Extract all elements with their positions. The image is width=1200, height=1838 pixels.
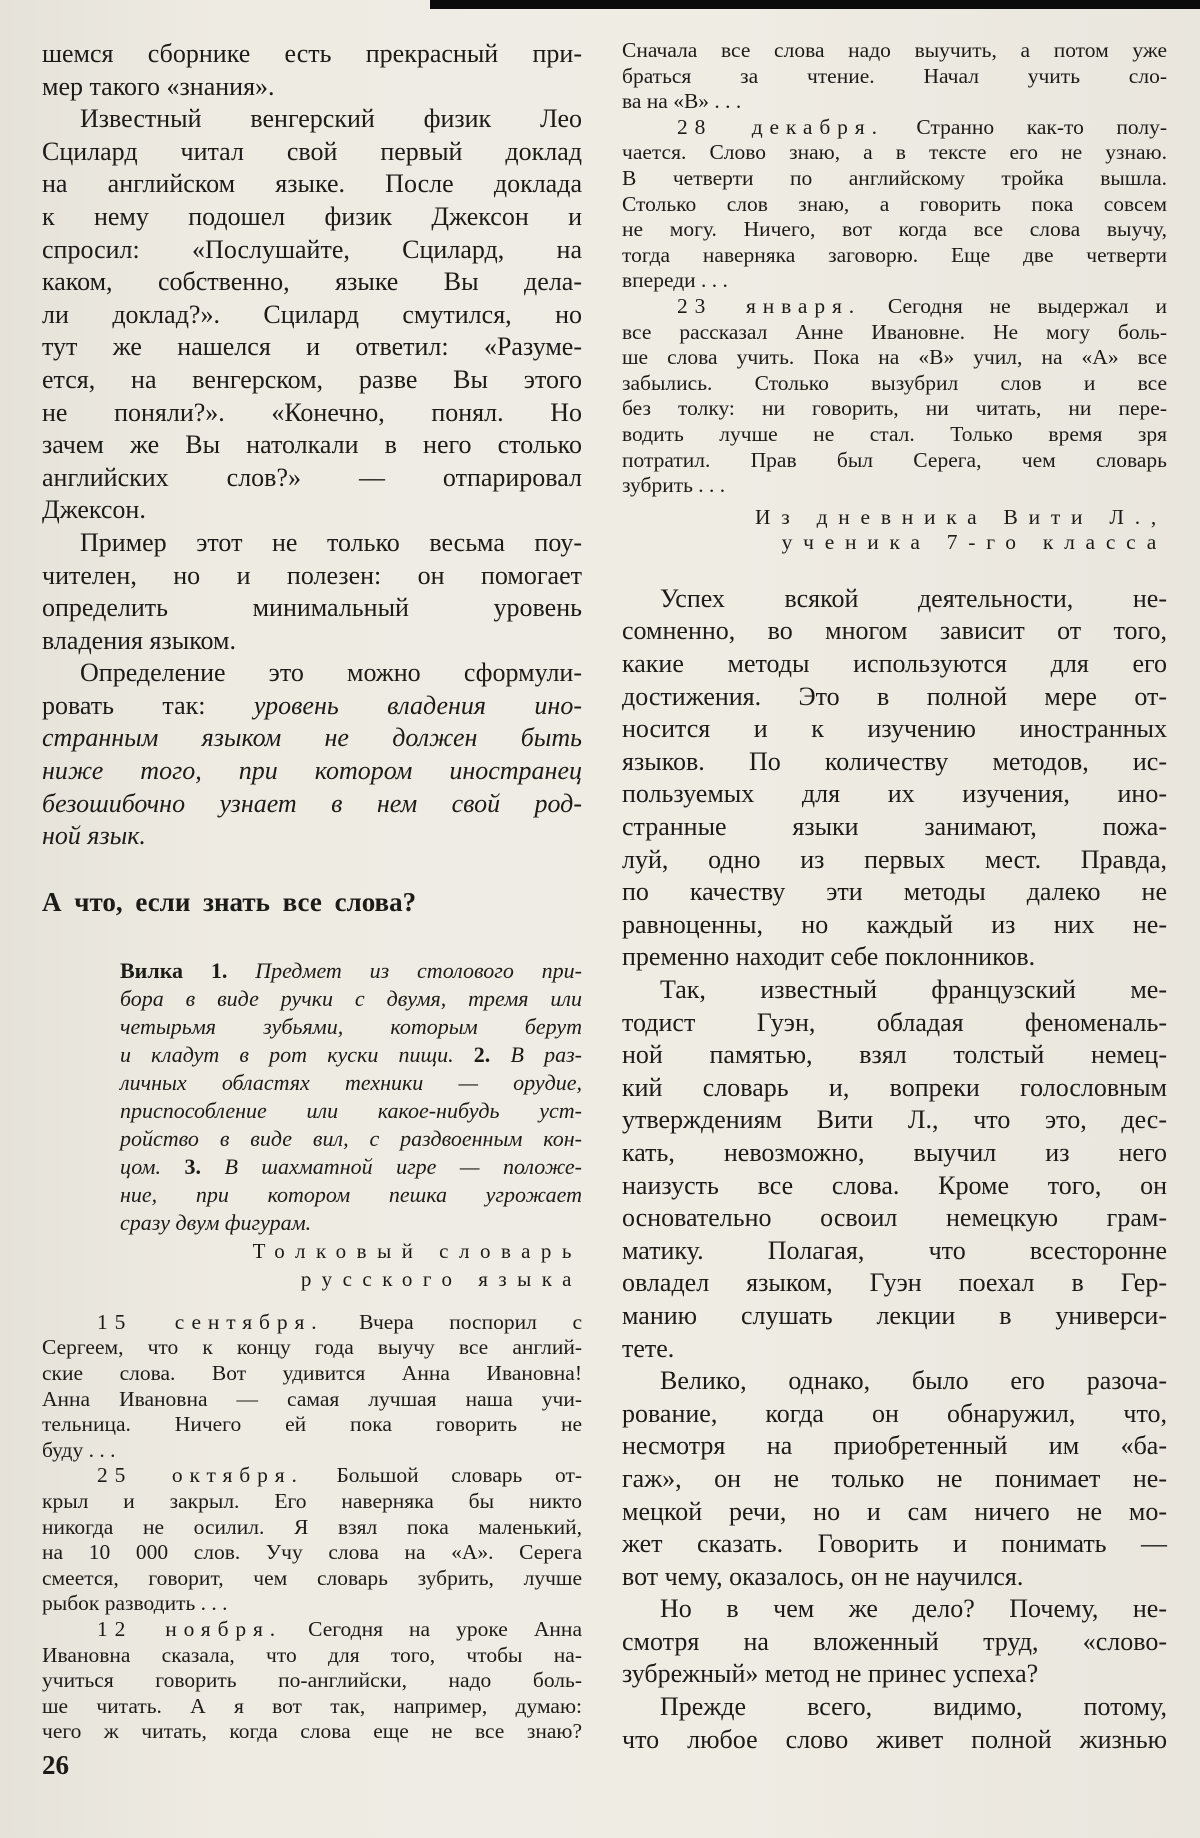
text-line	[622, 909, 1167, 942]
text-segment: не могу. Ничего, вот когда все слова выучу,	[622, 217, 1167, 242]
text-segment: ва на «В» . . .	[622, 89, 742, 114]
text-segment: наизусть все слова. Кроме того, он	[622, 1170, 1167, 1200]
text-line	[622, 1104, 1167, 1137]
text-line	[42, 1515, 582, 1541]
scan-edge-artifact	[430, 0, 1200, 9]
text-line	[42, 657, 582, 690]
text-line	[42, 1489, 582, 1515]
text-line	[622, 615, 1167, 648]
text-segment: бора в виде ручки с двумя, тремя или	[120, 985, 582, 1011]
text-line	[622, 294, 1167, 320]
text-segment: носится и к изучению иностранных	[622, 714, 1167, 744]
text-segment: ние, при котором пешка угрожает	[120, 1181, 582, 1207]
text-segment: кий словарь и, вопреки голословным	[622, 1072, 1167, 1102]
text-segment: 3.	[184, 1153, 225, 1179]
text-line	[622, 396, 1167, 422]
text-line	[42, 1719, 582, 1745]
text-segment: тут же нашелся и ответил: «Разуме-	[42, 332, 582, 362]
text-line	[42, 136, 582, 169]
text-segment: Вчера поспорил с	[323, 1309, 582, 1334]
text-segment: мер такого «знания».	[42, 71, 275, 101]
text-segment: пользуемых для их изучения, ино-	[622, 779, 1167, 809]
text-line	[622, 1039, 1167, 1072]
text-line	[622, 1267, 1167, 1300]
text-line	[622, 811, 1167, 844]
text-segment: рыбок разводить . . .	[42, 1591, 228, 1616]
text-segment: Сцилард читал свой первый доклад	[42, 136, 582, 166]
text-line	[42, 266, 582, 299]
text-segment: без толку: ни говорить, ни читать, ни пере-	[622, 396, 1167, 421]
text-segment: тельница. Ничего ей пока говорить не	[42, 1412, 582, 1437]
text-segment: забылись. Столько вызубрил слов и все	[622, 370, 1167, 395]
text-segment: Сергеем, что к концу года выучу все англий-	[42, 1335, 582, 1360]
text-segment: русского языка	[300, 1266, 582, 1291]
text-line	[120, 1097, 582, 1125]
text-line	[42, 168, 582, 201]
text-segment: Велико, однако, было его разоча-	[660, 1366, 1167, 1396]
text-line	[622, 64, 1167, 90]
text-segment: буду . . .	[42, 1437, 116, 1462]
text-line	[120, 1209, 582, 1237]
text-segment: ной памятью, взял толстый немец-	[622, 1040, 1167, 1070]
paragraph	[622, 1691, 1167, 1756]
text-segment: Странно как-то полу-	[883, 114, 1168, 139]
text-line	[42, 103, 582, 136]
text-line	[622, 345, 1167, 371]
text-segment: что любое слово живет полной жизнью	[622, 1724, 1167, 1754]
text-line	[42, 690, 582, 723]
text-segment: ше слова учить. Пока на «В» учил, на «А» все	[622, 345, 1167, 370]
text-line	[42, 722, 582, 755]
text-line	[622, 1430, 1167, 1463]
text-line	[42, 1617, 582, 1643]
text-line	[42, 592, 582, 625]
text-line	[622, 1691, 1167, 1724]
left-column	[42, 38, 582, 1745]
text-line	[42, 1438, 582, 1464]
text-segment: ется, на венгерском, разве Вы этого	[42, 364, 582, 394]
text-line	[622, 192, 1167, 218]
text-segment: определить минимальный уровень	[42, 593, 582, 623]
text-segment: водить лучше не стал. Только время зря	[622, 421, 1167, 446]
text-line	[42, 1591, 582, 1617]
text-segment: никогда не осилил. Я взял пока маленький,	[42, 1514, 582, 1539]
text-line	[42, 1387, 582, 1413]
text-segment: ше читать. А я вот так, например, думаю:	[42, 1693, 582, 1718]
text-line	[120, 1013, 582, 1041]
text-line	[622, 1561, 1167, 1594]
right-column	[622, 38, 1167, 1756]
text-segment: Столько слов знаю, а говорить пока совсем	[622, 191, 1167, 216]
text-segment: безошибочно узнает в нем свой род-	[42, 788, 582, 818]
text-line	[120, 985, 582, 1013]
text-segment: цом.	[120, 1153, 185, 1179]
text-line	[42, 364, 582, 397]
text-line	[622, 530, 1167, 556]
text-segment: 28 декабря.	[677, 114, 884, 139]
text-line	[622, 166, 1167, 192]
text-segment: луй, одно из первых мест. Правда,	[622, 844, 1167, 874]
section-heading	[42, 885, 582, 919]
text-segment: Но в чем же дело? Почему, не-	[660, 1594, 1167, 1624]
text-segment: ройство в виде вил, с раздвоенным кон-	[120, 1125, 582, 1151]
text-segment: рование, когда он обнаружил, что,	[622, 1398, 1167, 1428]
text-segment: Пример этот не только весьма поу-	[80, 527, 582, 557]
text-segment: кать, невозможно, выучил из него	[622, 1137, 1167, 1167]
paragraph	[42, 527, 582, 657]
text-line	[42, 397, 582, 430]
text-segment: основательно освоил немецкую грам-	[622, 1203, 1167, 1233]
text-segment: Джексон.	[42, 495, 146, 525]
text-line	[622, 1137, 1167, 1170]
text-line	[42, 201, 582, 234]
diary-entry	[42, 1617, 582, 1745]
text-line	[622, 1333, 1167, 1366]
text-segment: чего ж читать, когда слова еще не все знаю?	[42, 1719, 582, 1744]
text-line	[42, 1335, 582, 1361]
paragraph	[42, 657, 582, 853]
text-line	[622, 1072, 1167, 1105]
text-line	[42, 1412, 582, 1438]
text-segment: спросил: «Послушайте, Сцилард, на	[42, 234, 582, 264]
text-segment: Из дневника Вити Л.,	[754, 504, 1167, 529]
text-line	[622, 713, 1167, 746]
text-segment: зубрить . . .	[622, 473, 726, 498]
text-segment: крыл и закрыл. Его наверняка бы никто	[42, 1489, 582, 1513]
paragraph	[42, 103, 582, 527]
text-segment: шемся сборнике есть прекрасный при-	[42, 39, 582, 68]
text-line	[622, 217, 1167, 243]
text-segment: тете.	[622, 1333, 675, 1363]
text-segment: по качеству эти методы далеко не	[622, 877, 1167, 907]
text-segment: уровень владения ино-	[253, 690, 582, 720]
text-segment: тогда наверняка заговорю. Еще две четверти	[622, 242, 1167, 267]
text-line	[42, 331, 582, 364]
text-segment: ученика 7-го класса	[781, 530, 1167, 555]
text-line	[622, 473, 1167, 499]
text-segment: все рассказал Анне Ивановне. Не могу боль-	[622, 319, 1167, 344]
text-segment: ские слова. Вот удивится Анна Ивановна!	[42, 1361, 582, 1386]
diary-entry	[42, 1310, 582, 1464]
text-line	[622, 1202, 1167, 1235]
text-line	[622, 1528, 1167, 1561]
paragraph	[622, 1593, 1167, 1691]
text-segment: английских слов?» — отпарировал	[42, 462, 582, 492]
text-line	[622, 778, 1167, 811]
paragraph	[42, 38, 582, 103]
text-segment: Большой словарь от-	[303, 1463, 583, 1488]
paragraph	[622, 1365, 1167, 1593]
text-segment: зачем же Вы натолкали в него столько	[42, 430, 582, 460]
text-line	[622, 1593, 1167, 1626]
text-segment: Известный венгерский физик Лео	[80, 104, 582, 134]
text-segment: В шахматной игре — положе-	[224, 1153, 583, 1179]
text-segment: ниже того, при котором иностранец	[42, 756, 582, 786]
text-segment: и кладут в рот куски пищи.	[120, 1041, 474, 1067]
text-segment: на английском языке. После доклада	[42, 169, 582, 199]
text-line	[120, 1069, 582, 1097]
text-segment: Сегодня не выдержал и	[860, 293, 1168, 318]
text-segment: манию слушать лекции в универси-	[622, 1300, 1167, 1330]
text-line	[622, 1235, 1167, 1268]
text-line	[622, 681, 1167, 714]
text-line	[622, 844, 1167, 877]
text-line	[622, 1170, 1167, 1203]
text-line	[622, 648, 1167, 681]
text-segment: 15 сентября.	[97, 1309, 324, 1334]
text-segment: сразу двум фигурам.	[120, 1209, 312, 1235]
text-line	[42, 494, 582, 527]
text-segment: Успех всякой деятельности, не-	[660, 583, 1167, 613]
text-line	[42, 885, 582, 919]
text-segment: зубрежный» метод не принес успеха?	[622, 1659, 1039, 1689]
text-segment: достижения. Это в полной мере от-	[622, 681, 1167, 711]
text-line	[622, 268, 1167, 294]
text-segment: странным языком не должен быть	[42, 723, 582, 753]
text-segment: не поняли?». «Конечно, понял. Но	[42, 397, 582, 427]
text-line	[42, 1310, 582, 1336]
text-segment: личных областях техники — орудие,	[120, 1069, 582, 1095]
text-line	[42, 788, 582, 821]
text-line	[42, 1668, 582, 1694]
text-line	[42, 527, 582, 560]
dictionary-attribution	[42, 1237, 582, 1293]
text-segment: В раз-	[510, 1041, 583, 1067]
text-segment: чается. Слово знаю, а в тексте его не узнаю.	[622, 140, 1167, 165]
text-line	[42, 299, 582, 332]
text-line	[42, 38, 582, 71]
text-segment: пременно находит себе поклонников.	[622, 942, 1036, 972]
text-segment: вот чему, оказалось, он не научился.	[622, 1561, 1024, 1591]
dictionary-definition	[120, 957, 582, 1237]
text-segment: Сегодня на уроке Анна	[282, 1616, 582, 1641]
text-line	[42, 755, 582, 788]
text-segment: к нему подошел физик Джексон и	[42, 201, 582, 231]
text-line	[622, 140, 1167, 166]
text-line	[42, 1463, 582, 1489]
text-line	[622, 1724, 1167, 1757]
text-line	[622, 243, 1167, 269]
text-segment: какие методы используются для его	[622, 649, 1167, 679]
text-segment: ровать так:	[42, 690, 254, 720]
text-segment: Так, известный французский ме-	[660, 975, 1167, 1004]
text-segment: смотря на вложенный труд, «слово-	[622, 1626, 1167, 1656]
text-segment: 12 ноября.	[97, 1616, 283, 1641]
text-segment: приспособление или какое-нибудь уст-	[120, 1097, 582, 1123]
text-line	[622, 1365, 1167, 1398]
text-line	[42, 560, 582, 593]
text-segment: равноценны, но каждый из них не-	[622, 909, 1167, 939]
text-segment: на 10 000 слов. Учу слова на «А». Серега	[42, 1540, 582, 1565]
text-segment: потратил. Прав был Серега, чем словарь	[622, 447, 1167, 472]
text-segment: В четверти по английскому тройка вышла.	[622, 165, 1167, 190]
text-line	[120, 957, 582, 985]
diary-entry	[622, 115, 1167, 294]
text-line	[622, 371, 1167, 397]
text-line	[622, 448, 1167, 474]
text-line	[622, 115, 1167, 141]
text-line	[622, 1007, 1167, 1040]
text-segment: 25 октября.	[97, 1463, 304, 1488]
text-line	[42, 234, 582, 267]
text-line	[42, 625, 582, 658]
text-segment: чителен, но и полезен: он помогает	[42, 560, 582, 590]
text-segment: несмотря на приобретенный им «ба-	[622, 1431, 1167, 1461]
text-segment: четырьмя зубьями, которым берут	[120, 1013, 582, 1039]
text-segment: Прежде всего, видимо, потому,	[660, 1692, 1167, 1722]
text-line	[120, 1153, 582, 1181]
text-segment: каком, собственно, языке Вы дела-	[42, 267, 582, 297]
text-segment: впереди . . .	[622, 268, 728, 293]
text-segment: матику. Полагая, что всесторонне	[622, 1235, 1167, 1265]
diary-entry	[42, 1463, 582, 1617]
text-line	[42, 1694, 582, 1720]
text-segment: гаж», он не только не понимает не-	[622, 1463, 1167, 1493]
text-line	[42, 71, 582, 104]
text-line	[622, 320, 1167, 346]
text-line	[42, 1237, 582, 1265]
text-segment: Предмет из столового при-	[255, 957, 582, 983]
text-segment: 23 января.	[677, 293, 861, 318]
text-segment: тодист Гуэн, обладая феноменаль-	[622, 1007, 1167, 1037]
text-line	[622, 89, 1167, 115]
diary-entry	[622, 38, 1167, 115]
text-segment: 2.	[473, 1041, 511, 1067]
text-segment: Анна Ивановна — самая лучшая наша учи-	[42, 1386, 582, 1411]
text-segment: смеется, говорит, чем словарь зубрить, лучше	[42, 1565, 582, 1590]
text-segment: ной язык.	[42, 821, 146, 851]
diary-attribution	[622, 505, 1167, 556]
text-segment: сомненно, во многом зависит от того,	[622, 616, 1167, 646]
paragraph	[622, 583, 1167, 974]
text-segment: овладел языком, Гуэн поехал в Гер-	[622, 1268, 1167, 1298]
text-line	[622, 1463, 1167, 1496]
text-line	[622, 746, 1167, 779]
text-line	[622, 1300, 1167, 1333]
text-line	[120, 1041, 582, 1069]
text-line	[622, 38, 1167, 64]
text-line	[622, 941, 1167, 974]
text-line	[42, 1361, 582, 1387]
text-segment: жет сказать. Говорить и понимать —	[622, 1529, 1167, 1559]
text-line	[42, 462, 582, 495]
text-segment: ли доклад?». Сцилард смутился, но	[42, 299, 582, 329]
text-segment: Вилка 1.	[120, 957, 256, 983]
text-segment: Сначала все слова надо выучить, а потом уже	[622, 38, 1167, 62]
page-number: 26	[42, 1750, 69, 1780]
text-line	[42, 429, 582, 462]
text-segment: А что, если знать все слова?	[42, 886, 417, 917]
diary-entry	[622, 294, 1167, 499]
text-segment: Определение это можно сформули-	[80, 658, 582, 688]
text-line	[622, 1496, 1167, 1529]
text-line	[120, 1181, 582, 1209]
text-line	[42, 1643, 582, 1669]
text-line	[42, 820, 582, 853]
text-line	[42, 1265, 582, 1293]
text-segment: странные языки занимают, пожа-	[622, 812, 1167, 842]
text-segment: утверждениям Вити Л., что это, дес-	[622, 1105, 1167, 1135]
text-segment: мецкой речи, но и сам ничего не мо-	[622, 1496, 1167, 1526]
text-segment: учиться говорить по-английски, надо боль-	[42, 1668, 582, 1693]
text-line	[622, 1626, 1167, 1659]
text-line	[42, 1566, 582, 1592]
text-segment: Толковый словарь	[252, 1238, 582, 1263]
text-line	[622, 583, 1167, 616]
text-segment: браться за чтение. Начал учить сло-	[622, 63, 1167, 88]
text-line	[622, 1398, 1167, 1431]
text-line	[622, 505, 1167, 531]
text-line	[120, 1125, 582, 1153]
text-segment: владения языком.	[42, 625, 236, 655]
text-segment: Ивановна сказала, что для того, чтобы на-	[42, 1642, 582, 1667]
text-line	[622, 974, 1167, 1007]
text-segment: языков. По количеству методов, ис-	[622, 746, 1167, 776]
text-line	[42, 1540, 582, 1566]
text-line	[622, 422, 1167, 448]
text-line	[622, 1658, 1167, 1691]
text-line	[622, 876, 1167, 909]
paragraph	[622, 974, 1167, 1365]
